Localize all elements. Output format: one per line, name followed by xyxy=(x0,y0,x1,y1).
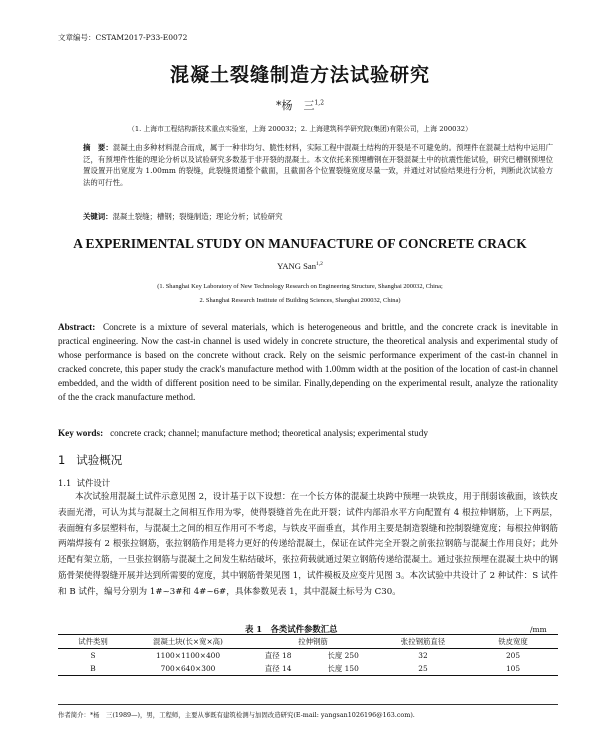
keywords-chinese-label: 关键词： xyxy=(83,212,113,221)
abstract-english-label: Abstract: xyxy=(58,322,96,332)
keywords-english xyxy=(58,428,558,438)
table-cell: 长度 150 xyxy=(327,664,359,673)
author-chinese-superscript: 1,2 xyxy=(314,99,325,107)
author-chinese xyxy=(0,97,600,113)
affiliation-english xyxy=(0,280,600,308)
table-header-cell: 混凝土块(长×宽×高) xyxy=(153,637,223,646)
table-cell: 205 xyxy=(505,651,521,660)
table-cell: 32 xyxy=(418,651,428,660)
affiliation-english-line: 2. Shanghai Research Institute of Building Sciences, Shanghai 200032, China) xyxy=(199,297,401,304)
table-cell: 长度 250 xyxy=(327,651,359,660)
section-title: 试验概况 xyxy=(76,453,123,467)
title-english: A EXPERIMENTAL STUDY ON MANUFACTURE OF CONCRETE CRACK xyxy=(73,236,527,251)
table-header-cell: 张拉钢筋直径 xyxy=(400,637,446,646)
abstract-chinese-label: 摘 要： xyxy=(83,143,113,152)
table-row xyxy=(58,649,558,663)
document-number: 文章编号：CSTAM2017-P33-E0072 xyxy=(58,33,188,42)
author-chinese-name: *杨 三 xyxy=(275,99,315,112)
keywords-chinese-text: 混凝土裂缝；槽钢；裂缝制造；理论分析；试验研究 xyxy=(112,212,283,221)
body-paragraph-text: 本次试验用混凝土试件示意见图 2，设计基于以下设想：在一个长方体的混凝土块跨中预埋一块铁皮，用于削弱该截面，该铁皮表面光滑，可认为其与混凝土之间相互作用为零，使得裂缝首先在此开裂；试件内部沿水平方向配置有 4 根拉伸钢筋，上下两层，表面缠有多层塑料布，与混凝土之间的相互作用可不考虑，与铁皮平面垂直，其作用主要是制造裂缝和控制裂缝宽度；每根拉伸钢筋两端焊接有 2 根张拉钢筋，张拉钢筋作用是将力更好的传递给混凝土，保证在试件完全开裂之前张拉钢筋与混凝土作用良好；此外还配有架立筋，一旦张拉钢筋与混凝土之间发生粘结破坏，张拉荷载就通过架立钢筋传递给混凝土。通过张拉预埋在混凝土块中的钢筋骨架使得裂缝开展并达到所需要的宽度，其中钢筋骨架见图 1，试件模板及应变片见图 3。本次试验中共设计了 2 种试件：S 试件和 B 试件，编号分别为 1#~3#和 4#~6#，具体参数见表 1，其中混凝土标号为 C30。 xyxy=(58,492,559,597)
table-header-row xyxy=(58,635,558,649)
table-caption: 表 1 各类试件参数汇总 xyxy=(245,624,338,634)
title-chinese: 混凝土裂缝制造方法试验研究 xyxy=(169,64,430,86)
table-cell: 1100×1100×400 xyxy=(155,651,221,660)
keywords-english-text: concrete crack; channel; manufacture method; theoretical analysis; experimental study xyxy=(110,428,428,438)
author-english-superscript: 1,2 xyxy=(316,261,323,268)
section-heading xyxy=(58,452,122,468)
table-cell: 105 xyxy=(505,664,521,673)
abstract-chinese xyxy=(83,142,553,188)
keywords-english-label: Key words: xyxy=(58,428,104,438)
abstract-chinese-text: 混凝土由多种材料混合而成，属于一种非均匀、脆性材料，实际工程中混凝土结构的开裂是不可避免的。预埋件在混凝土结构中运用广泛，有预埋件性能的理论分析以及试验研究多数基于非开裂的混凝土。本文依托来预埋槽钢在开裂混凝土中的抗震性能试验，研究已槽钢预埋位置设置开出宽度为 1.00mm 的裂缝，此裂缝贯通整个截面，且截面各个位置裂缝宽度尽量一致，并通过对试验结果进行分析，判断此次试验方法的可行性。 xyxy=(83,143,553,187)
table-cell: 700×640×300 xyxy=(160,664,216,673)
table-unit: /mm xyxy=(530,625,547,634)
table-header-cell: 试件类别 xyxy=(78,637,108,646)
keywords-chinese xyxy=(83,211,553,222)
author-english-name: YANG San xyxy=(277,261,317,271)
abstract-english xyxy=(58,320,558,404)
table-cell: 直径 18 xyxy=(264,651,292,660)
parameter-table xyxy=(58,634,558,676)
table-cell: S xyxy=(90,651,96,660)
section-number: 1 xyxy=(58,453,66,467)
table-header-cell: 铁皮宽度 xyxy=(498,637,528,646)
subsection-title: 试件设计 xyxy=(76,478,111,488)
table-cell: 25 xyxy=(418,664,428,673)
author-english xyxy=(0,261,600,271)
table-header-cell: 拉伸钢筋 xyxy=(298,637,328,646)
table-cell: B xyxy=(90,664,96,673)
footnote-divider xyxy=(58,704,558,705)
body-paragraph xyxy=(58,490,558,601)
subsection-heading xyxy=(58,477,110,489)
abstract-english-text: Concrete is a mixture of several materials, which is heterogeneous and brittle, and the concrete crack is inevitable in practical engineering. Now the cast-in channel is used widely in concrete structure, the theoretical analysis and experimental study of whose performance is based on the concrete without crack. Rely on the seismic performance experiment of the cast-in channel in cracked concrete, this paper study the crack's manufacture method with 1.00mm width at the position of the location of cast-in channel embedded, and the width of different position need to be similar. Finally,depending on the experimental result, analyze the rationality of the the crack manufacture method. xyxy=(58,322,558,402)
footnote: 作者简介：*杨 三(1989—)，男，工程师，主要从事既有建筑检测与加固改造研究(E-mail: yangsan1026196@163.com). xyxy=(58,711,415,719)
table-row xyxy=(58,662,558,676)
subsection-number: 1.1 xyxy=(58,478,72,488)
affiliation-english-line: (1. Shanghai Key Laboratory of New Technology Research on Engineering Structure, Shanghai 200032, China; xyxy=(157,283,443,290)
table-cell: 直径 14 xyxy=(264,664,292,673)
affiliation-chinese: （1. 上海市工程结构新技术重点实验室，上海 200032；2. 上海建筑科学研究院(集团)有限公司，上海 200032） xyxy=(128,125,472,133)
